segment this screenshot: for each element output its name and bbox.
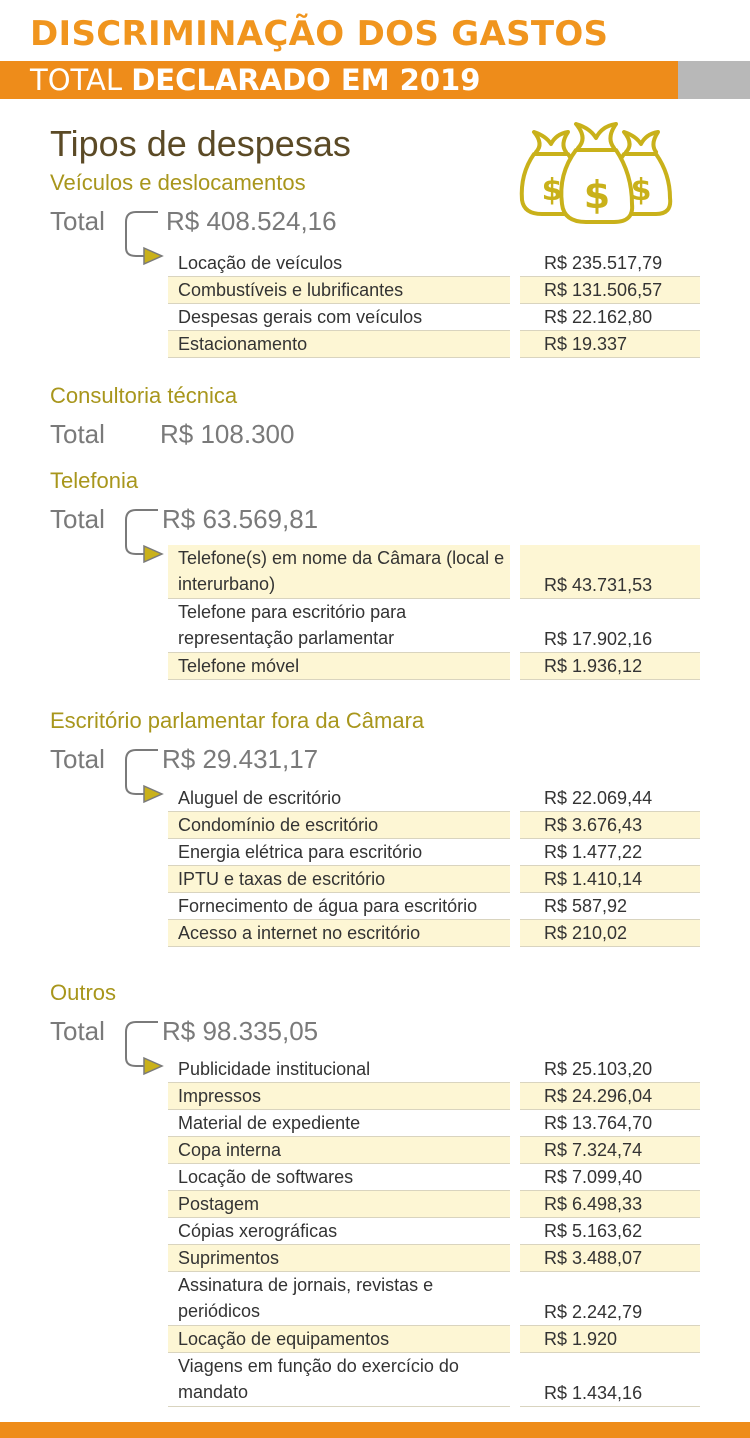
svg-text:$: $ <box>583 173 611 217</box>
table-row <box>168 1326 700 1353</box>
item-value: R$ 13.764,70 <box>520 1110 700 1137</box>
item-label: Assinatura de jornais, revistas e periódicos <box>168 1272 510 1326</box>
item-value: R$ 3.676,43 <box>520 812 700 839</box>
item-value: R$ 1.920 <box>520 1326 700 1353</box>
category-title: Escritório parlamentar fora da Câmara <box>50 708 425 733</box>
item-value: R$ 1.936,12 <box>520 653 700 680</box>
item-value: R$ 17.902,16 <box>520 599 700 653</box>
table-row <box>168 1245 700 1272</box>
item-label: Suprimentos <box>168 1245 510 1272</box>
expense-table <box>168 545 700 680</box>
item-value: R$ 7.324,74 <box>520 1137 700 1164</box>
item-label: Acesso a internet no escritório <box>168 920 510 947</box>
subtitle-bold: DECLARADO EM 2019 <box>131 63 481 97</box>
table-row <box>168 1137 700 1164</box>
total-value: R$ 108.300 <box>160 419 295 449</box>
item-value: R$ 1.477,22 <box>520 839 700 866</box>
table-row <box>168 1272 700 1326</box>
item-label: Locação de veículos <box>168 250 510 277</box>
item-label: Impressos <box>168 1083 510 1110</box>
svg-text:$: $ <box>630 173 652 208</box>
item-value: R$ 6.498,33 <box>520 1191 700 1218</box>
category-title: Outros <box>50 980 117 1005</box>
table-row <box>168 1083 700 1110</box>
item-value: R$ 3.488,07 <box>520 1245 700 1272</box>
item-label: Telefone(s) em nome da Câmara (local e interurbano) <box>168 545 510 599</box>
item-value: R$ 22.069,44 <box>520 785 700 812</box>
item-value: R$ 5.163,62 <box>520 1218 700 1245</box>
table-row <box>168 304 700 331</box>
table-row <box>168 785 700 812</box>
item-label: Fornecimento de água para escritório <box>168 893 510 920</box>
total-label: Total <box>50 744 105 774</box>
item-value: R$ 22.162,80 <box>520 304 700 331</box>
table-row <box>168 812 700 839</box>
item-label: Energia elétrica para escritório <box>168 839 510 866</box>
table-row <box>168 1056 700 1083</box>
total-value: R$ 408.524,16 <box>166 206 337 236</box>
item-value: R$ 587,92 <box>520 893 700 920</box>
total-value: R$ 63.569,81 <box>162 504 319 534</box>
category-title: Veículos e deslocamentos <box>50 170 306 195</box>
total-label: Total <box>50 419 105 449</box>
total-value: R$ 29.431,17 <box>162 744 319 774</box>
money-bags-icon <box>516 114 676 226</box>
item-value: R$ 2.242,79 <box>520 1272 700 1326</box>
table-row <box>168 893 700 920</box>
item-value: R$ 43.731,53 <box>520 545 700 599</box>
table-row <box>168 250 700 277</box>
item-value: R$ 19.337 <box>520 331 700 358</box>
item-value: R$ 1.434,16 <box>520 1353 700 1407</box>
table-row <box>168 1164 700 1191</box>
table-row <box>168 653 700 680</box>
table-row <box>168 1110 700 1137</box>
header-banner-accent <box>678 61 750 99</box>
table-row <box>168 277 700 304</box>
footer-bar <box>0 1422 750 1438</box>
item-value: R$ 1.410,14 <box>520 866 700 893</box>
total-label: Total <box>50 1016 105 1046</box>
table-row <box>168 1191 700 1218</box>
item-label: Locação de equipamentos <box>168 1326 510 1353</box>
table-row <box>168 545 700 599</box>
table-row <box>168 920 700 947</box>
svg-text:$: $ <box>541 173 563 208</box>
section-heading: Tipos de despesas <box>50 123 351 164</box>
item-label: Combustíveis e lubrificantes <box>168 277 510 304</box>
item-label: Aluguel de escritório <box>168 785 510 812</box>
item-value: R$ 7.099,40 <box>520 1164 700 1191</box>
item-label: Telefone para escritório para representação parlamentar <box>168 599 510 653</box>
item-label: Condomínio de escritório <box>168 812 510 839</box>
item-value: R$ 235.517,79 <box>520 250 700 277</box>
table-row <box>168 1218 700 1245</box>
expense-table <box>168 785 700 947</box>
page-title: DISCRIMINAÇÃO DOS GASTOS <box>30 14 609 54</box>
expense-table <box>168 1056 700 1407</box>
item-label: Despesas gerais com veículos <box>168 304 510 331</box>
item-label: Postagem <box>168 1191 510 1218</box>
item-label: Cópias xerográficas <box>168 1218 510 1245</box>
item-label: Telefone móvel <box>168 653 510 680</box>
item-label: IPTU e taxas de escritório <box>168 866 510 893</box>
connector-arrow-icon <box>118 210 170 270</box>
table-row <box>168 1353 700 1407</box>
table-row <box>168 839 700 866</box>
item-label: Estacionamento <box>168 331 510 358</box>
expense-table <box>168 250 700 358</box>
total-label: Total <box>50 206 105 236</box>
item-value: R$ 25.103,20 <box>520 1056 700 1083</box>
item-label: Copa interna <box>168 1137 510 1164</box>
subtitle-light: TOTAL <box>30 63 122 97</box>
total-value: R$ 98.335,05 <box>162 1016 319 1046</box>
total-label: Total <box>50 504 105 534</box>
item-value: R$ 24.296,04 <box>520 1083 700 1110</box>
item-label: Publicidade institucional <box>168 1056 510 1083</box>
banner-subtitle <box>30 61 480 99</box>
category-title: Telefonia <box>50 468 139 493</box>
item-value: R$ 210,02 <box>520 920 700 947</box>
category-title: Consultoria técnica <box>50 383 238 408</box>
table-row <box>168 331 700 358</box>
item-label: Material de expediente <box>168 1110 510 1137</box>
table-row <box>168 866 700 893</box>
table-row <box>168 599 700 653</box>
item-value: R$ 131.506,57 <box>520 277 700 304</box>
item-label: Locação de softwares <box>168 1164 510 1191</box>
item-label: Viagens em função do exercício do mandato <box>168 1353 510 1407</box>
